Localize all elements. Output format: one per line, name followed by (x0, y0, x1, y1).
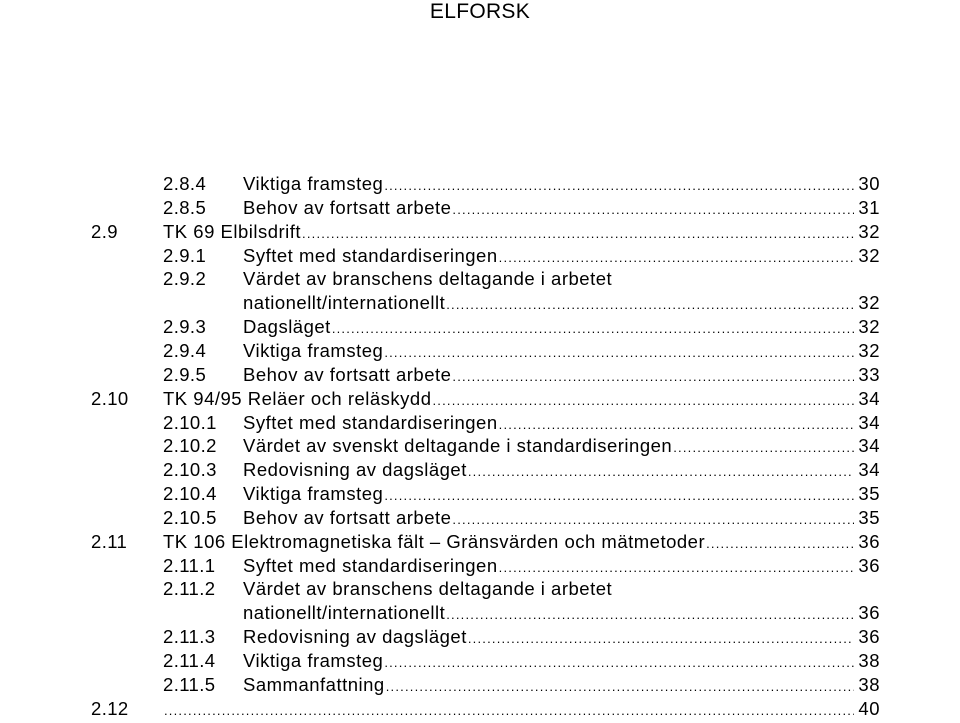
toc-entry-title: Syftet med standardiseringen (243, 411, 498, 433)
toc-entry-page: 34 (858, 387, 880, 409)
header-title: ELFORSK (429, 0, 531, 23)
toc-entry-number: 2.9.4 (163, 339, 207, 361)
toc-entry[interactable] (0, 387, 880, 410)
toc-entry-number: 2.11.3 (163, 626, 216, 648)
toc-entry-number: 2.11.4 (163, 650, 216, 671)
toc-entry-page: 35 (858, 483, 880, 505)
dot-leader (386, 675, 855, 698)
toc-entry-page: 32 (858, 292, 880, 314)
dot-leader (446, 293, 854, 316)
toc-entry-page: 32 (858, 220, 880, 242)
dot-leader (452, 365, 854, 388)
toc-entry-page: 34 (858, 435, 880, 457)
toc-entry[interactable] (0, 625, 880, 648)
toc-entry-title: TK 106 Elektromagnetiska fält – Gränsvärden och mätmetoder (163, 530, 706, 552)
toc-entry-number: 2.9 (91, 220, 118, 242)
dot-leader (384, 651, 854, 674)
dot-leader (468, 460, 855, 483)
toc-entry-number: 2.9.5 (163, 363, 207, 385)
dot-leader (673, 436, 854, 459)
toc-entry-title: TK 94/95 Reläer och reläskydd (163, 387, 432, 409)
toc-entry-page: 34 (858, 459, 880, 481)
toc-entry-title: Syftet med standardiseringen (243, 554, 498, 576)
toc-entry-page: 30 (858, 173, 880, 194)
toc-entry[interactable] (0, 530, 880, 553)
toc-entry-title: Värdet av svenskt deltagande i standardiseringen (243, 435, 673, 457)
toc-entry[interactable] (0, 673, 880, 696)
toc-entry[interactable] (0, 172, 880, 195)
toc-entry-title: Behov av fortsatt arbete (243, 196, 452, 218)
dot-leader (499, 246, 855, 269)
toc-entry-page: 32 (858, 316, 880, 338)
toc-entry-page: 36 (858, 602, 880, 624)
dot-leader (446, 603, 854, 626)
toc-entry-number: 2.11.2 (163, 578, 216, 600)
toc-entry-number: 2.10 (91, 387, 129, 409)
toc-entry-page: 32 (858, 339, 880, 361)
toc-entry-title: Viktiga framsteg (243, 173, 384, 194)
toc-entry-title: Behov av fortsatt arbete (243, 506, 452, 528)
toc-entry[interactable] (0, 697, 880, 720)
toc-entry-number: 2.10.5 (163, 506, 217, 528)
dot-leader (384, 341, 854, 364)
toc-entry[interactable] (0, 363, 880, 386)
toc-entry-number: 2.10.1 (163, 411, 217, 433)
toc-entry[interactable] (0, 554, 880, 577)
toc-entry[interactable] (0, 411, 880, 434)
dot-leader (332, 317, 855, 340)
toc-entry-number: 2.8.5 (163, 196, 207, 218)
toc-entry-page: 34 (858, 411, 880, 433)
toc-entry-page: 35 (858, 506, 880, 528)
toc-entry-page: 31 (858, 196, 880, 218)
toc-entry[interactable] (0, 601, 880, 624)
dot-leader (706, 532, 854, 555)
toc-entry[interactable] (0, 577, 880, 600)
toc-entry-number: 2.11 (91, 530, 128, 552)
toc-entry-number: 2.9.3 (163, 316, 207, 338)
toc-entry-page: 36 (858, 554, 880, 576)
toc-entry[interactable] (0, 458, 880, 481)
dot-leader (452, 198, 854, 221)
toc-entry-number: 2.10.4 (163, 483, 217, 505)
toc-entry-title: Dagsläget (243, 316, 331, 338)
toc-entry[interactable] (0, 339, 880, 362)
dot-leader (384, 174, 854, 197)
toc-entry-title: Viktiga framsteg (243, 483, 384, 505)
toc-entry-number: 2.10.2 (163, 435, 217, 457)
dot-leader (164, 699, 854, 722)
toc-entry-title: Värdet av branschens deltagande i arbetet (243, 578, 613, 600)
dot-leader (499, 556, 855, 579)
toc-entry-page: 33 (858, 363, 880, 385)
toc-entry[interactable] (0, 291, 880, 314)
dot-leader (499, 413, 855, 436)
toc-entry-page: 32 (858, 244, 880, 266)
toc-entry[interactable] (0, 267, 880, 290)
toc-entry-number: 2.11.5 (163, 673, 216, 695)
toc-entry-title: Redovisning av dagsläget (243, 459, 467, 481)
toc-entry-number: 2.10.3 (163, 459, 217, 481)
toc-entry[interactable] (0, 482, 880, 505)
toc-entry-number: 2.12 (91, 697, 129, 719)
toc-entry-title: Redovisning av dagsläget (243, 626, 467, 648)
toc-entry-title: Behov av fortsatt arbete (243, 363, 452, 385)
dot-leader (384, 484, 854, 507)
toc-entry-title: nationellt/internationellt (243, 292, 446, 314)
toc-entry[interactable] (0, 196, 880, 219)
toc-entry-title: Syftet med standardiseringen (243, 244, 498, 266)
toc-entry-number: 2.8.4 (163, 173, 207, 194)
toc-entry-number: 2.9.2 (163, 268, 207, 290)
toc-entry-page: 36 (858, 530, 880, 552)
toc-entry-number: 2.11.1 (163, 554, 216, 576)
toc-entry[interactable] (0, 649, 880, 672)
toc-entry-number: 2.9.1 (163, 244, 207, 266)
toc-entry-page: 36 (858, 626, 880, 648)
toc-entry-title: TK 69 Elbilsdrift (163, 220, 302, 242)
dot-leader (433, 389, 855, 412)
toc-entry-page: 38 (858, 650, 880, 671)
toc-entry-page: 38 (858, 673, 880, 695)
dot-leader (302, 222, 854, 245)
toc-entry[interactable] (0, 220, 880, 243)
toc-entry[interactable] (0, 434, 880, 457)
toc-entry[interactable] (0, 506, 880, 529)
dot-leader (452, 508, 854, 531)
toc-entry-title: Viktiga framsteg (243, 650, 384, 671)
toc-entry-page: 40 (858, 697, 880, 719)
toc-entry-title: Viktiga framsteg (243, 339, 384, 361)
toc-entry[interactable] (0, 315, 880, 338)
toc-entry-title: Värdet av branschens deltagande i arbetet (243, 268, 613, 290)
toc-entry-title: Sammanfattning (243, 673, 385, 695)
dot-leader (468, 627, 855, 650)
toc-entry[interactable] (0, 244, 880, 267)
toc-entry-title: nationellt/internationellt (243, 602, 446, 624)
